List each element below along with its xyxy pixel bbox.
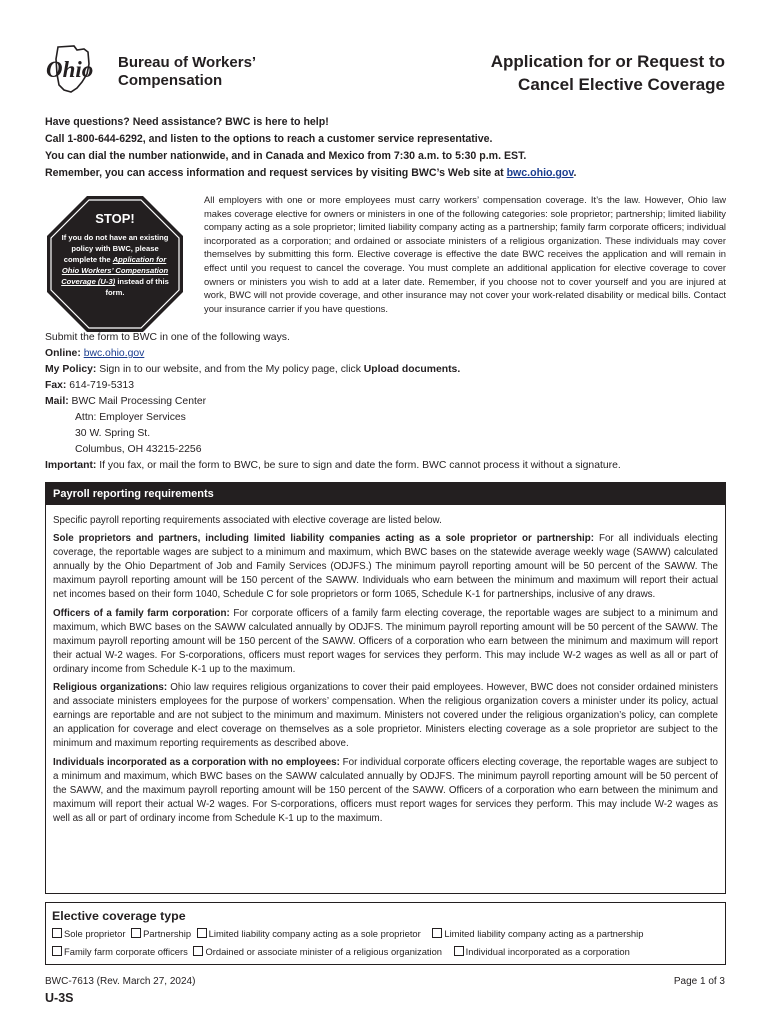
fax-row	[45, 378, 735, 394]
my-policy-text: Sign in to our website, and from the My policy page, click	[96, 364, 364, 375]
mail-line-4: Columbus, OH 43215-2256	[75, 444, 202, 455]
payroll-p3-heading: Religious organizations:	[53, 682, 168, 694]
mail-row	[45, 394, 735, 410]
stop-message	[61, 232, 169, 298]
fax-number: 614-719-5313	[66, 380, 134, 391]
option-label: Limited liability company acting as a partnership	[444, 928, 644, 939]
elective-coverage-section	[45, 902, 726, 965]
help-line-2: Call 1-800-644-6292, and listen to the options to reach a customer service representative.	[45, 133, 493, 145]
payroll-sole-proprietors	[53, 532, 718, 602]
individual-incorporated-checkbox[interactable]	[454, 946, 464, 956]
document-title	[491, 50, 725, 96]
online-link[interactable]: bwc.ohio.gov	[83, 348, 145, 359]
stop-text-2: instead of this form.	[105, 277, 169, 298]
fax-label: Fax:	[45, 380, 67, 391]
help-line-4-suffix: .	[573, 167, 577, 179]
option-label: Partnership	[143, 928, 192, 939]
partnership-checkbox[interactable]	[131, 928, 141, 938]
mail-line-2: Attn: Employer Services	[75, 412, 186, 423]
family-farm-checkbox[interactable]	[52, 946, 62, 956]
upload-documents-text: Upload documents.	[363, 364, 461, 375]
payroll-p4-heading: Individuals incorporated as a corporation with no employees:	[53, 756, 340, 768]
intro-paragraph: All employers with one or more employees must carry workers’ compensation coverage. It’s the law. However, Ohio law makes coverage elective for owners or ministers in one of the following categories: sole proprietor; partnership; limited liability company acting as a sole proprietor; limited liability company acting as a partnership; family farm corporate officers; individual incorporated as a corporation; and ordained or associate ministers of a religious organization. These individuals may cover themselves by submitting this form. Elective coverage is effective the date BWC receives the application and will remain in effect until you request to cancel the coverage. You must complete an additional application for elective coverage to cover owners or ministers you wish to add at a later date. Remember, if you choose not to cover yourself and you are injured at work, BWC will not provide coverage, and other insurance may not cover your work-related disability or medical bills. Contact your insurance carrier if you have questions.	[204, 194, 726, 314]
page-number: Page 1 of 3	[673, 976, 725, 987]
payroll-p2-heading: Officers of a family farm corporation:	[53, 607, 230, 619]
bwc-website-link[interactable]: bwc.ohio.gov	[506, 167, 574, 179]
option-partnership[interactable]	[131, 925, 191, 943]
agency-line-2: Compensation	[118, 72, 223, 89]
submit-intro: Submit the form to BWC in one of the following ways.	[45, 332, 290, 343]
form-code: U-3S	[45, 991, 74, 1005]
option-label: Sole proprietor	[64, 928, 126, 939]
elective-options-row-1	[52, 925, 719, 943]
mail-label: Mail:	[45, 396, 69, 407]
help-line-4-text: Remember, you can access information and request services by visiting BWC’s Web site at	[45, 167, 507, 179]
option-label: Family farm corporate officers	[64, 946, 188, 957]
payroll-intro: Specific payroll reporting requirements associated with elective coverage are listed below.	[53, 515, 442, 526]
help-line-3: You can dial the number nationwide, and in Canada and Mexico from 7:30 a.m. to 5:30 p.m. EST.	[45, 150, 527, 162]
agency-line-1: Bureau of Workers’	[118, 54, 257, 71]
option-minister[interactable]	[193, 943, 442, 961]
sole-proprietor-checkbox[interactable]	[52, 928, 62, 938]
important-text: If you fax, or mail the form to BWC, be sure to sign and date the form. BWC cannot process it without a signature.	[96, 460, 621, 471]
option-family-farm[interactable]	[52, 943, 188, 961]
option-individual-incorporated[interactable]	[454, 943, 630, 961]
u3-application-link[interactable]: Application for Ohio Workers’ Compensation Coverage (U-3)	[61, 255, 169, 287]
important-label: Important:	[45, 460, 97, 471]
title-line-1: Application for or Request to	[490, 52, 725, 71]
option-sole-proprietor[interactable]	[52, 925, 126, 943]
submission-methods	[45, 330, 735, 474]
logo-wordmark: Ohio	[46, 57, 94, 82]
payroll-body	[46, 505, 725, 826]
agency-name	[118, 54, 256, 90]
payroll-section	[45, 482, 726, 894]
payroll-incorporated	[53, 756, 718, 826]
option-label: Limited liability company acting as a sole proprietor	[208, 928, 421, 939]
payroll-p3-text: Ohio law requires religious organizations to cover their paid employees. However, BWC does not consider ordained ministers and associate ministers employees for the purpose of workers’ compensation. When the religious organization covers a minister under its policy, actual earnings are reportable and are not subject to the minimum and maximum. Ministers not covered under the religious organization’s policy, can complete an application for coverage and elect coverage on themselves as a sole proprietor. Ministers electing coverage as a sole proprietor are subject to the minimum and maximum reporting requirements as described above.	[53, 682, 718, 750]
elective-heading: Elective coverage type	[52, 909, 186, 923]
my-policy-label: My Policy:	[45, 364, 97, 375]
stop-content	[61, 210, 169, 298]
form-id: BWC-7613 (Rev. March 27, 2024)	[45, 976, 196, 987]
option-label: Individual incorporated as a corporation	[465, 946, 630, 957]
llc-partnership-checkbox[interactable]	[432, 928, 442, 938]
online-row	[45, 346, 735, 362]
help-line-4	[45, 165, 735, 182]
option-label: Ordained or associate minister of a religious organization	[205, 946, 443, 957]
help-line-1: Have questions? Need assistance? BWC is here to help!	[45, 116, 329, 128]
stop-title: STOP!	[95, 211, 135, 226]
payroll-family-farm	[53, 607, 718, 677]
stop-sign	[47, 196, 183, 332]
important-row	[45, 458, 735, 474]
title-line-2: Cancel Elective Coverage	[518, 75, 725, 94]
my-policy-row	[45, 362, 735, 378]
payroll-p4-text: For individual corporate officers electing coverage, the reportable wages are subject to a minimum and maximum, which BWC bases on the SAWW calculated annually by ODJFS. The minimum payroll reporting amount will be 50 percent of the SAWW, and the maximum payroll reporting amount will be 150 percent of the SAWW. Officers of a corporation who earn between the minimum and maximum will report their actual W-2 wages. For S-corporations, officers must report wages for services they perform. This may include W-2 wages as well as all or part of ordinary income from Schedule K-1 up to the maximum.	[53, 756, 718, 824]
minister-checkbox[interactable]	[193, 946, 203, 956]
elective-options-row-2	[52, 943, 719, 961]
payroll-p1-heading: Sole proprietors and partners, including limited liability companies acting as a sole proprietor or partnership:	[53, 533, 594, 545]
stop-text-1: If you do not have an existing policy with BWC, please complete the	[61, 233, 169, 265]
option-llc-partnership[interactable]	[432, 925, 643, 943]
llc-sole-proprietor-checkbox[interactable]	[197, 928, 207, 938]
mail-line-3: 30 W. Spring St.	[75, 428, 151, 439]
payroll-heading: Payroll reporting requirements	[46, 483, 725, 505]
help-block	[45, 114, 735, 182]
mail-line-1: BWC Mail Processing Center	[68, 396, 207, 407]
online-label: Online:	[45, 348, 81, 359]
payroll-p1-text: For all individuals electing coverage, the reportable wages are subject to a minimum and maximum, which BWC bases on the statewide average weekly wage (SAWW) calculated annually by the Ohio Department of Job and Family Services (ODJFS.) The minimum payroll reporting amount will be 50 percent of the SAWW. The maximum payroll reporting amount will be 150 percent of the SAWW. Individuals who earn between the minimum and maximum will report their actual net incomes based on their form 1040, Schedule C for sole proprietors or form 1065, Schedule K-1 for partnerships, inclusive of any draws.	[53, 533, 718, 601]
ohio-state-icon	[44, 44, 116, 96]
payroll-religious	[53, 681, 718, 751]
payroll-p2-text: For corporate officers of a family farm electing coverage, the reportable wages are subject to a minimum and maximum, which BWC bases on the SAWW calculated annually by ODJFS. The minimum payroll reporting amount will be 50 percent of the SAWW. The maximum payroll reporting amount will be 150 percent of the SAWW. Officers of a corporation who earn between the minimum and maximum will report their actual W-2 wages. For S-corporations, officers must report wages for services they perform. This may include W-2 wages as well as all or part of ordinary income from Schedule K-1 up to the maximum.	[53, 607, 718, 675]
bwc-logo	[44, 44, 284, 96]
option-llc-sole-proprietor[interactable]	[197, 925, 421, 943]
